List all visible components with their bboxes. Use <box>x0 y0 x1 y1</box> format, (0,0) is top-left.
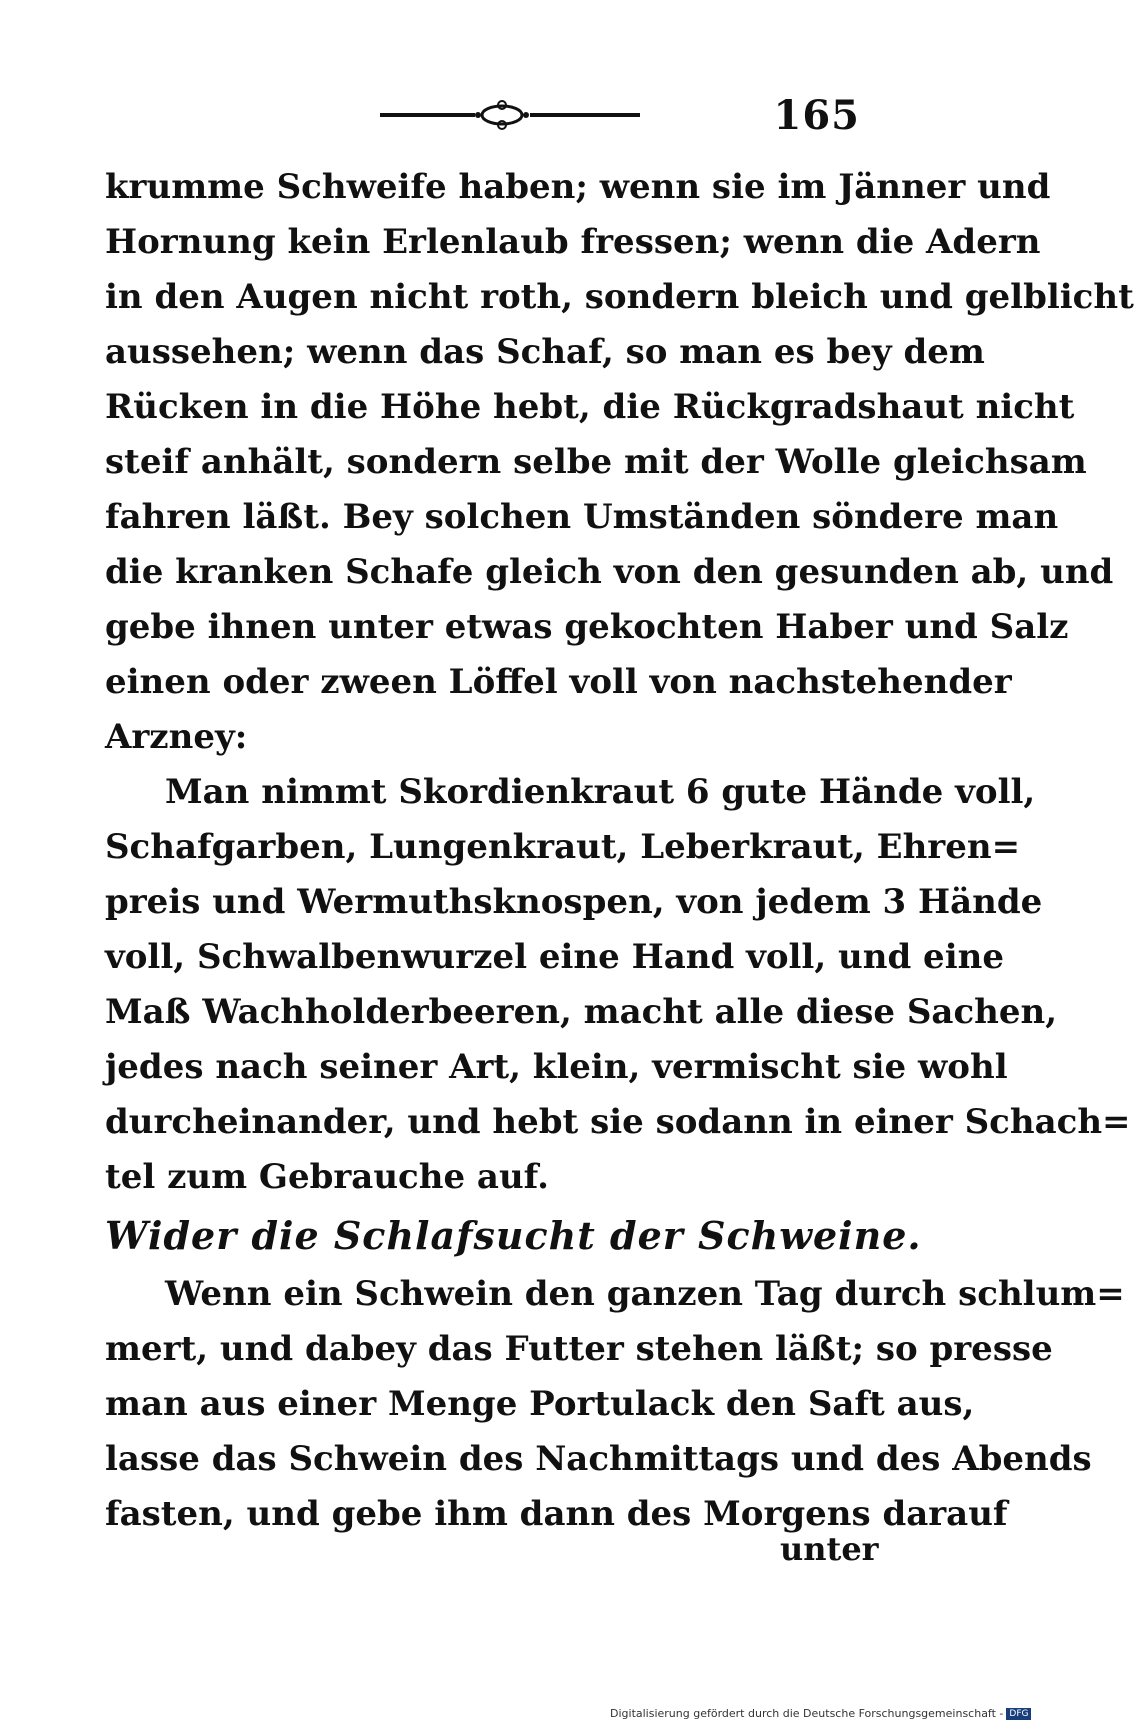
text-line: gebe ihnen unter etwas gekochten Haber und Salz <box>105 607 1069 647</box>
text-line: durcheinander, und hebt sie sodann in einer Schach= <box>105 1102 1131 1142</box>
text-line: krumme Schweife haben; wenn sie im Jänner und <box>105 167 1051 207</box>
text-line: fahren läßt. Bey solchen Umständen söndere man <box>105 497 1059 537</box>
text-line: voll, Schwalbenwurzel eine Hand voll, und eine <box>105 937 1004 977</box>
text-line: Man nimmt Skordienkraut 6 gute Hände voll, <box>165 772 1036 812</box>
text-line: Rücken in die Höhe hebt, die Rückgradshaut nicht <box>105 387 1075 427</box>
catchword: unter <box>780 1530 879 1568</box>
text-line: tel zum Gebrauche auf. <box>105 1157 549 1197</box>
page-number: 165 <box>773 92 860 139</box>
text-line: jedes nach seiner Art, klein, vermischt sie wohl <box>105 1047 1008 1087</box>
text-line: einen oder zween Löffel voll von nachstehender <box>105 662 1012 702</box>
paragraph-1 <box>105 160 1134 765</box>
text-line: steif anhält, sondern selbe mit der Wolle gleichsam <box>105 442 1087 482</box>
text-line: Maß Wachholderbeeren, macht alle diese Sachen, <box>105 992 1058 1032</box>
text-line: fasten, und gebe ihm dann des Morgens darauf <box>105 1494 1008 1534</box>
dfg-logo-badge: DFG <box>1006 1708 1031 1720</box>
text-line: Wenn ein Schwein den ganzen Tag durch schlum= <box>165 1274 1125 1314</box>
section-heading: Wider die Schlafsucht der Schweine. <box>105 1213 922 1258</box>
paragraph-2 <box>105 765 1131 1205</box>
text-line: Hornung kein Erlenlaub fressen; wenn die Adern <box>105 222 1041 262</box>
text-line: preis und Wermuthsknospen, von jedem 3 Hände <box>105 882 1043 922</box>
paragraph-3 <box>105 1267 1125 1542</box>
text-line: aussehen; wenn das Schaf, so man es bey dem <box>105 332 985 372</box>
text-line: lasse das Schwein des Nachmittags und des Abends <box>105 1439 1092 1479</box>
text-line: mert, und dabey das Futter stehen läßt; so presse <box>105 1329 1053 1369</box>
digitization-footer <box>610 1707 1031 1720</box>
footer-text: Digitalisierung gefördert durch die Deutsche Forschungsgemeinschaft - <box>610 1707 1004 1720</box>
page-header <box>380 92 860 142</box>
body-text <box>105 160 1134 1542</box>
text-line: in den Augen nicht roth, sondern bleich und gelblicht <box>105 277 1134 317</box>
text-line: man aus einer Menge Portulack den Saft aus, <box>105 1384 975 1424</box>
text-line: Schafgarben, Lungenkraut, Leberkraut, Ehren= <box>105 827 1021 867</box>
ornament-rule-icon <box>380 100 640 130</box>
text-line: die kranken Schafe gleich von den gesunden ab, und <box>105 552 1114 592</box>
text-line: Arzney: <box>105 717 248 757</box>
